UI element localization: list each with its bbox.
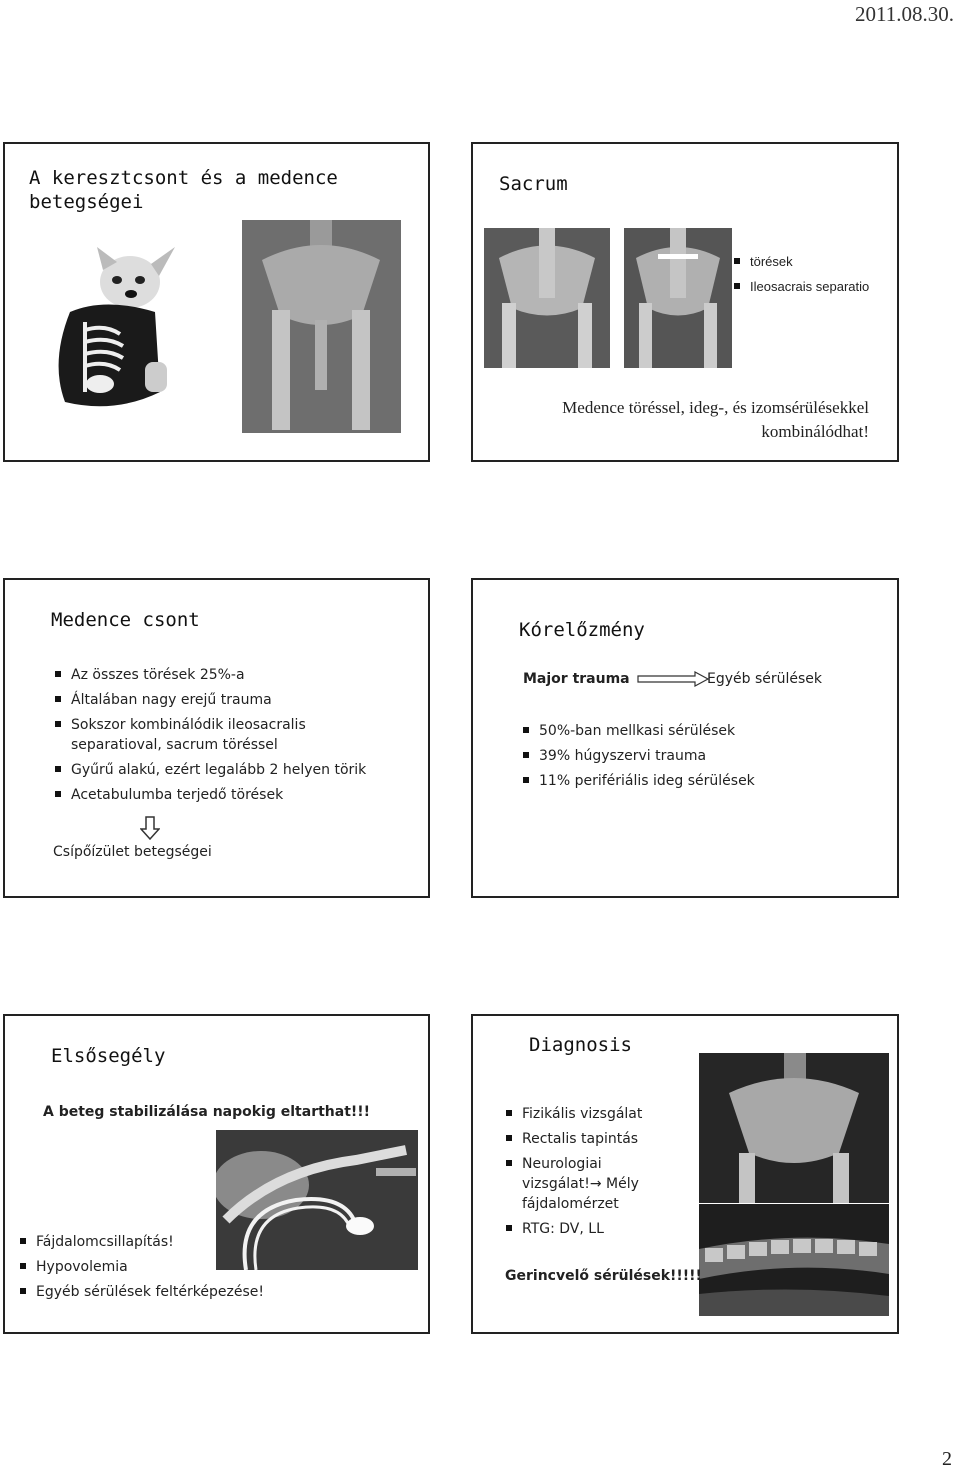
list-item: Fizikális vizsgálat: [505, 1104, 655, 1124]
slide-4: [471, 578, 899, 898]
list-item: RTG: DV, LL: [505, 1219, 655, 1239]
slide-4-title: Kórelőzmény: [519, 619, 645, 641]
list-item: 39% húgyszervi trauma: [522, 746, 842, 766]
slide-6-bullets: [505, 1104, 655, 1244]
list-item: törések: [733, 252, 893, 272]
list-item: Rectalis tapintás: [505, 1129, 655, 1149]
slide-4-bullets: [522, 721, 842, 796]
sacrum-xray-image-2: [624, 228, 732, 368]
list-item: Hypovolemia: [19, 1257, 319, 1277]
list-item: Egyéb sérülések feltérképezése!: [19, 1282, 319, 1302]
list-item: Acetabulumba terjedő törések: [54, 785, 404, 805]
list-item: Az összes törések 25%-a: [54, 665, 404, 685]
slide-3-title: Medence csont: [51, 609, 200, 631]
spine-lateral-xray-image: [699, 1204, 889, 1316]
list-item: Általában nagy erejű trauma: [54, 690, 404, 710]
list-item: 50%-ban mellkasi sérülések: [522, 721, 842, 741]
diagnosis-pelvis-xray-image: [699, 1053, 889, 1203]
slide-1-title: A keresztcsont és a medence betegségei: [29, 167, 338, 213]
list-item: 11% perifériális ideg sérülések: [522, 771, 842, 791]
slide-5-bullets: [19, 1232, 319, 1307]
pelvis-xray-image: [242, 220, 401, 433]
down-arrow-icon: [140, 816, 160, 840]
slide-2-title: Sacrum: [499, 173, 568, 195]
slide-2: [471, 142, 899, 462]
right-arrow-icon: [637, 671, 709, 687]
list-item: Neurologiai vizsgálat!→ Mély fájdalomérzet: [505, 1154, 655, 1214]
slide-2-note: Medence töréssel, ideg-, és izomsérülésekkel kombinálódhat!: [562, 398, 869, 441]
slide-3-bullets: [54, 665, 404, 810]
slide-5: [3, 1014, 430, 1334]
major-trauma-label: Major trauma: [523, 671, 630, 687]
slide-1: [3, 142, 430, 462]
sacrum-xray-image-1: [484, 228, 610, 368]
list-item: Gyűrű alakú, ezért legalább 2 helyen törik: [54, 760, 404, 780]
list-item: Ileosacrais separatio: [733, 277, 893, 297]
page-number: 2: [942, 1448, 952, 1470]
slide-2-bullets: [733, 252, 893, 302]
slide-6-footer: Gerincvelő sérülések!!!!!: [505, 1268, 702, 1284]
slide-3-conclusion: Csípőízület betegségei: [53, 844, 212, 860]
slide-5-subtitle: A beteg stabilizálása napokig eltarthat!!!: [43, 1104, 371, 1120]
print-date: 2011.08.30.: [855, 2, 954, 26]
slide-3: [3, 578, 430, 898]
list-item: Fájdalomcsillapítás!: [19, 1232, 319, 1252]
list-item: Sokszor kombinálódik ileosacralis separatioval, sacrum töréssel: [54, 715, 321, 755]
dog-skeleton-costume-photo: [45, 242, 195, 417]
slide-6: [471, 1014, 899, 1334]
slide-6-title: Diagnosis: [529, 1034, 632, 1056]
slide-5-title: Elsősegély: [51, 1045, 166, 1067]
other-injuries-label: Egyéb sérülések: [707, 671, 823, 687]
